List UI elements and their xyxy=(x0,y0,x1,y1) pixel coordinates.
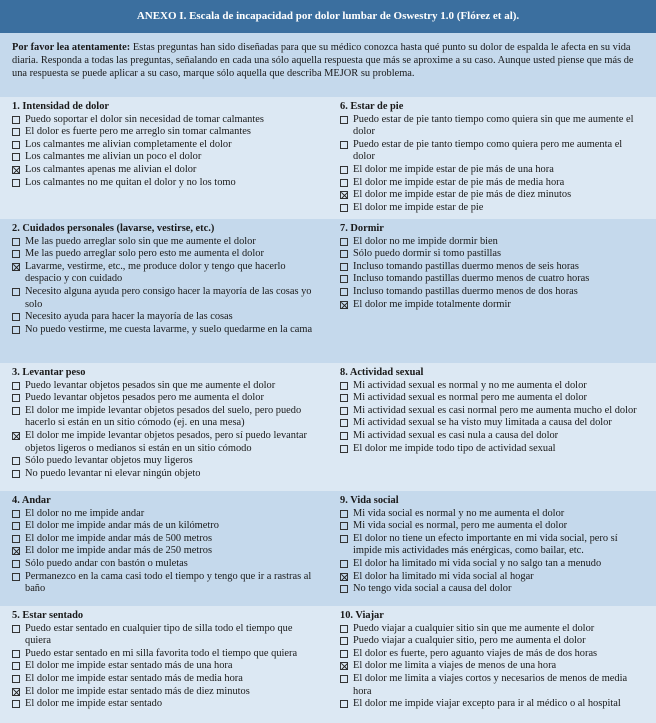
checkbox-icon[interactable] xyxy=(340,288,348,296)
answer-option-label: Mi actividad sexual es normal y no me aumenta el dolor xyxy=(353,379,587,391)
instructions xyxy=(0,33,656,97)
answer-option[interactable] xyxy=(340,248,644,261)
section-intensidad-dolor xyxy=(12,101,318,189)
checkbox-icon[interactable] xyxy=(12,560,20,568)
checked-checkbox-icon[interactable] xyxy=(12,166,20,174)
answer-option-label: El dolor me impide estar sentado más de media hora xyxy=(25,672,243,684)
question-row-1 xyxy=(0,97,656,219)
question-row-3 xyxy=(0,363,656,491)
answer-option-label: No puedo levantar ni elevar ningún objeto xyxy=(25,467,201,479)
answer-option-label: El dolor no me impide dormir bien xyxy=(353,235,498,247)
checkbox-icon[interactable] xyxy=(340,250,348,258)
checkbox-icon[interactable] xyxy=(340,419,348,427)
checked-checkbox-icon[interactable] xyxy=(340,301,348,309)
answer-option[interactable] xyxy=(12,673,318,686)
answer-option-label: Los calmantes me alivian completamente el dolor xyxy=(25,138,232,150)
checkbox-icon[interactable] xyxy=(340,637,348,645)
checkbox-icon[interactable] xyxy=(12,625,20,633)
checkbox-icon[interactable] xyxy=(340,116,348,124)
answer-option[interactable] xyxy=(340,648,644,661)
answer-option[interactable] xyxy=(340,405,644,418)
answer-option[interactable] xyxy=(340,380,644,393)
checkbox-icon[interactable] xyxy=(12,250,20,258)
page-title: ANEXO I. Escala de incapacidad por dolor lumbar de Oswestry 1.0 (Flórez et al). xyxy=(0,0,656,33)
answer-option[interactable] xyxy=(12,508,318,521)
answer-option-label: El dolor me impide estar de pie xyxy=(353,201,484,213)
answer-option[interactable] xyxy=(12,392,318,405)
answer-option[interactable] xyxy=(12,660,318,673)
answer-option[interactable] xyxy=(12,236,318,249)
checkbox-icon[interactable] xyxy=(12,326,20,334)
answer-option[interactable] xyxy=(12,430,318,455)
checkbox-icon[interactable] xyxy=(340,382,348,390)
answer-option[interactable] xyxy=(340,189,644,202)
answer-option[interactable] xyxy=(12,558,318,571)
answer-option[interactable] xyxy=(12,164,318,177)
answer-option[interactable] xyxy=(340,236,644,249)
checkbox-icon[interactable] xyxy=(12,179,20,187)
checkbox-icon[interactable] xyxy=(340,535,348,543)
answer-option-label: Me las puedo arreglar solo pero esto me aumenta el dolor xyxy=(25,248,264,260)
checkbox-icon[interactable] xyxy=(12,382,20,390)
section-title: 9. Vida social xyxy=(340,495,399,506)
answer-option[interactable] xyxy=(340,635,644,648)
section-vida-social xyxy=(340,495,644,596)
checked-checkbox-icon[interactable] xyxy=(340,662,348,670)
checkbox-icon[interactable] xyxy=(340,675,348,683)
answer-option-label: Puedo estar sentado en mi silla favorita todo el tiempo que quiera xyxy=(25,647,298,659)
checkbox-icon[interactable] xyxy=(12,573,20,581)
answer-option[interactable] xyxy=(12,623,318,648)
question-row-5 xyxy=(0,606,656,723)
section-title: 3. Levantar peso xyxy=(12,367,86,378)
checked-checkbox-icon[interactable] xyxy=(12,263,20,271)
answer-option[interactable] xyxy=(12,139,318,152)
answer-option[interactable] xyxy=(340,392,644,405)
answer-option-label: Mi actividad sexual se ha visto muy limitada a causa del dolor xyxy=(353,417,612,429)
answer-option[interactable] xyxy=(340,583,644,596)
answer-option-label: Necesito alguna ayuda pero consigo hacer la mayoría de las cosas yo solo xyxy=(25,285,312,310)
answer-option-label: Puedo soportar el dolor sin necesidad de tomar calmantes xyxy=(25,113,264,125)
answer-option-label: Los calmantes apenas me alivian el dolor xyxy=(25,163,197,175)
answer-option[interactable] xyxy=(340,177,644,190)
answer-option-label: El dolor es fuerte pero me arreglo sin tomar calmantes xyxy=(25,126,251,138)
answer-option[interactable] xyxy=(12,545,318,558)
answer-option[interactable] xyxy=(340,533,644,558)
answer-option[interactable] xyxy=(340,508,644,521)
answer-option[interactable] xyxy=(12,648,318,661)
instructions-lead: Por favor lea atentamente: xyxy=(12,42,131,53)
checkbox-icon[interactable] xyxy=(12,313,20,321)
answer-option-label: El dolor no tiene un efecto importante en mi vida social, pero sí impide mis actividades más enérgicas, como bailar, etc. xyxy=(353,532,618,557)
answer-option-label: El dolor me impide andar más de 250 metros xyxy=(25,545,212,557)
answer-option[interactable] xyxy=(12,571,318,596)
answer-option[interactable] xyxy=(340,139,644,164)
answer-option-label: Sólo puedo dormir si tomo pastillas xyxy=(353,248,502,260)
answer-option-label: Sólo puedo andar con bastón o muletas xyxy=(25,557,188,569)
answer-option-label: El dolor ha limitado mi vida social y no salgo tan a menudo xyxy=(353,557,602,569)
question-row-2 xyxy=(0,219,656,363)
answer-option-label: Puedo estar sentado en cualquier tipo de silla todo el tiempo que quiera xyxy=(25,622,293,647)
answer-option-label: Puedo levantar objetos pesados sin que me aumente el dolor xyxy=(25,379,276,391)
answer-option[interactable] xyxy=(12,311,318,324)
answer-option-label: Los calmantes me alivian un poco el dolor xyxy=(25,151,202,163)
checkbox-icon[interactable] xyxy=(12,288,20,296)
answer-option[interactable] xyxy=(340,417,644,430)
answer-option-label: No puedo vestirme, me cuesta lavarme, y suelo quedarme en la cama xyxy=(25,323,313,335)
answer-option-label: Mi vida social es normal y no me aumenta el dolor xyxy=(353,507,565,519)
answer-option-label: El dolor me limita a viajes de menos de una hora xyxy=(353,660,557,672)
section-title: 4. Andar xyxy=(12,495,51,506)
instructions-text: Estas preguntas han sido diseñadas para que su médico conozca hasta qué punto su dolor de espalda le afecta en su vida diaria. Responda a todas las preguntas, señalando en cada una sólo aquella respuesta que más se aproxime a su caso. Aunque usted piense que más de una respuesta se puede aplicar a su caso, marque sólo aquella que describa MEJOR su problema. xyxy=(12,42,634,79)
answer-option[interactable] xyxy=(340,571,644,584)
checkbox-icon[interactable] xyxy=(340,263,348,271)
answer-option[interactable] xyxy=(12,177,318,190)
answer-option-label: Sólo puedo levantar objetos muy ligeros xyxy=(25,455,193,467)
answer-option-label: Mi actividad sexual es casi normal pero me aumenta mucho el dolor xyxy=(353,404,637,416)
answer-option[interactable] xyxy=(12,151,318,164)
checkbox-icon[interactable] xyxy=(12,522,20,530)
checkbox-icon[interactable] xyxy=(12,141,20,149)
answer-option[interactable] xyxy=(340,673,644,698)
checkbox-icon[interactable] xyxy=(340,394,348,402)
answer-option-label: El dolor me impide levantar objetos pesados, pero sí puedo levantar objetos ligeros o medianos si están en un sitio cómodo xyxy=(25,429,307,454)
answer-option[interactable] xyxy=(12,248,318,261)
answer-option-label: El dolor me impide todo tipo de actividad sexual xyxy=(353,442,556,454)
answer-option-label: El dolor me limita a viajes cortos y necesarios de menos de media hora xyxy=(353,672,628,697)
answer-option[interactable] xyxy=(340,443,644,456)
answer-option[interactable] xyxy=(340,623,644,636)
answer-option-label: El dolor ha limitado mi vida social al hogar xyxy=(353,570,534,582)
section-dormir xyxy=(340,223,644,311)
section-title: 5. Estar sentado xyxy=(12,610,84,621)
answer-option[interactable] xyxy=(340,202,644,215)
answer-option[interactable] xyxy=(340,114,644,139)
answer-option-label: El dolor me impide andar más de 500 metros xyxy=(25,532,212,544)
answer-option[interactable] xyxy=(12,468,318,481)
question-row-4 xyxy=(0,491,656,606)
answer-option-label: El dolor me impide estar sentado más de una hora xyxy=(25,660,233,672)
section-estar-sentado xyxy=(12,610,318,711)
answer-option[interactable] xyxy=(12,261,318,286)
answer-option-label: Lavarme, vestirme, etc., me produce dolor y tengo que hacerlo despacio y con cuidado xyxy=(25,260,286,285)
answer-option[interactable] xyxy=(340,261,644,274)
checkbox-icon[interactable] xyxy=(340,625,348,633)
answer-option-label: El dolor me impide andar más de un kilómetro xyxy=(25,520,219,532)
answer-option-label: Los calmantes no me quitan el dolor y no los tomo xyxy=(25,176,236,188)
answer-option-label: El dolor me impide estar de pie más de media hora xyxy=(353,176,565,188)
answer-option[interactable] xyxy=(12,533,318,546)
answer-option[interactable] xyxy=(12,520,318,533)
answer-option-label: Puedo viajar a cualquier sitio, pero me aumenta el dolor xyxy=(353,635,586,647)
section-title: 2. Cuidados personales (lavarse, vestirse, etc.) xyxy=(12,223,215,234)
section-estar-de-pie xyxy=(340,101,644,214)
answer-option[interactable] xyxy=(340,164,644,177)
checkbox-icon[interactable] xyxy=(12,457,20,465)
checkbox-icon[interactable] xyxy=(340,141,348,149)
checkbox-icon[interactable] xyxy=(12,510,20,518)
section-andar xyxy=(12,495,318,596)
checkbox-icon[interactable] xyxy=(340,432,348,440)
answer-option-label: El dolor me impide estar de pie más de diez minutos xyxy=(353,189,572,201)
answer-option-label: Permanezco en la cama casi todo el tiempo y tengo que ir a rastras al baño xyxy=(25,570,312,595)
checkbox-icon[interactable] xyxy=(340,407,348,415)
checked-checkbox-icon[interactable] xyxy=(12,688,20,696)
checkbox-icon[interactable] xyxy=(12,675,20,683)
checkbox-icon[interactable] xyxy=(12,407,20,415)
answer-option-label: Puedo estar de pie tanto tiempo como quiera sin que me aumente el dolor xyxy=(353,113,634,138)
checkbox-icon[interactable] xyxy=(340,650,348,658)
checkbox-icon[interactable] xyxy=(340,585,348,593)
answer-option-label: El dolor me impide estar sentado xyxy=(25,698,163,710)
checkbox-icon[interactable] xyxy=(12,394,20,402)
checkbox-icon[interactable] xyxy=(12,153,20,161)
questions-grid xyxy=(0,97,656,723)
checkbox-icon[interactable] xyxy=(340,275,348,283)
checkbox-icon[interactable] xyxy=(12,128,20,136)
answer-option-label: Puedo viajar a cualquier sitio sin que me aumente el dolor xyxy=(353,622,595,634)
section-actividad-sexual xyxy=(340,367,644,455)
checkbox-icon[interactable] xyxy=(340,204,348,212)
checkbox-icon[interactable] xyxy=(12,238,20,246)
checked-checkbox-icon[interactable] xyxy=(340,573,348,581)
answer-option[interactable] xyxy=(340,273,644,286)
answer-option[interactable] xyxy=(12,405,318,430)
answer-option-label: El dolor no me impide andar xyxy=(25,507,145,519)
checked-checkbox-icon[interactable] xyxy=(340,191,348,199)
section-title: 1. Intensidad de dolor xyxy=(12,101,110,112)
answer-option-label: El dolor me impide estar de pie más de una hora xyxy=(353,163,554,175)
answer-option-label: Puedo levantar objetos pesados pero me aumenta el dolor xyxy=(25,392,264,404)
answer-option-label: El dolor me impide levantar objetos pesados del suelo, pero puedo hacerlo si están en un sitio cómodo (ej. en una mesa) xyxy=(25,404,302,429)
checkbox-icon[interactable] xyxy=(340,166,348,174)
answer-option-label: Incluso tomando pastillas duermo menos de dos horas xyxy=(353,285,578,297)
answer-option[interactable] xyxy=(12,114,318,127)
answer-option[interactable] xyxy=(340,558,644,571)
answer-option[interactable] xyxy=(12,698,318,711)
checkbox-icon[interactable] xyxy=(340,238,348,246)
answer-option-label: Mi actividad sexual es normal pero me aumenta el dolor xyxy=(353,392,588,404)
answer-option-label: El dolor me impide totalmente dormir xyxy=(353,298,511,310)
answer-option[interactable] xyxy=(12,286,318,311)
section-title: 6. Estar de pie xyxy=(340,101,404,112)
answer-option-label: Puedo estar de pie tanto tiempo como quiera pero me aumenta el dolor xyxy=(353,138,623,163)
answer-option[interactable] xyxy=(12,455,318,468)
checkbox-icon[interactable] xyxy=(12,116,20,124)
answer-option-label: Incluso tomando pastillas duermo menos de seis horas xyxy=(353,260,579,272)
answer-option[interactable] xyxy=(340,430,644,443)
answer-option-label: Necesito ayuda para hacer la mayoría de las cosas xyxy=(25,311,233,323)
answer-option[interactable] xyxy=(12,380,318,393)
checked-checkbox-icon[interactable] xyxy=(12,432,20,440)
section-title: 10. Viajar xyxy=(340,610,384,621)
answer-option-label: Mi vida social es normal, pero me aumenta el dolor xyxy=(353,520,568,532)
answer-option-label: El dolor es fuerte, pero aguanto viajes de más de dos horas xyxy=(353,647,598,659)
checked-checkbox-icon[interactable] xyxy=(12,547,20,555)
answer-option-label: Mi actividad sexual es casi nula a causa del dolor xyxy=(353,429,559,441)
checkbox-icon[interactable] xyxy=(12,662,20,670)
answer-option[interactable] xyxy=(340,520,644,533)
checkbox-icon[interactable] xyxy=(340,179,348,187)
answer-option[interactable] xyxy=(340,299,644,312)
answer-option-label: El dolor me impide estar sentado más de diez minutos xyxy=(25,685,250,697)
checkbox-icon[interactable] xyxy=(340,560,348,568)
answer-option-label: Me las puedo arreglar solo sin que me aumente el dolor xyxy=(25,235,256,247)
answer-option[interactable] xyxy=(340,660,644,673)
answer-option[interactable] xyxy=(12,324,318,337)
section-cuidados-personales xyxy=(12,223,318,336)
checkbox-icon[interactable] xyxy=(12,470,20,478)
section-title: 7. Dormir xyxy=(340,223,384,234)
answer-option[interactable] xyxy=(12,126,318,139)
answer-option[interactable] xyxy=(12,686,318,699)
answer-option-label: El dolor me impide viajar excepto para ir al médico o al hospital xyxy=(353,698,621,710)
checkbox-icon[interactable] xyxy=(340,700,348,708)
answer-option[interactable] xyxy=(340,286,644,299)
section-viajar xyxy=(340,610,644,711)
checkbox-icon[interactable] xyxy=(340,445,348,453)
answer-option-label: No tengo vida social a causa del dolor xyxy=(353,583,512,595)
checkbox-icon[interactable] xyxy=(12,700,20,708)
section-title: 8. Actividad sexual xyxy=(340,367,424,378)
checkbox-icon[interactable] xyxy=(340,510,348,518)
checkbox-icon[interactable] xyxy=(12,535,20,543)
answer-option[interactable] xyxy=(340,698,644,711)
answer-option-label: Incluso tomando pastillas duermo menos de cuatro horas xyxy=(353,273,590,285)
checkbox-icon[interactable] xyxy=(12,650,20,658)
section-levantar-peso xyxy=(12,367,318,480)
checkbox-icon[interactable] xyxy=(340,522,348,530)
